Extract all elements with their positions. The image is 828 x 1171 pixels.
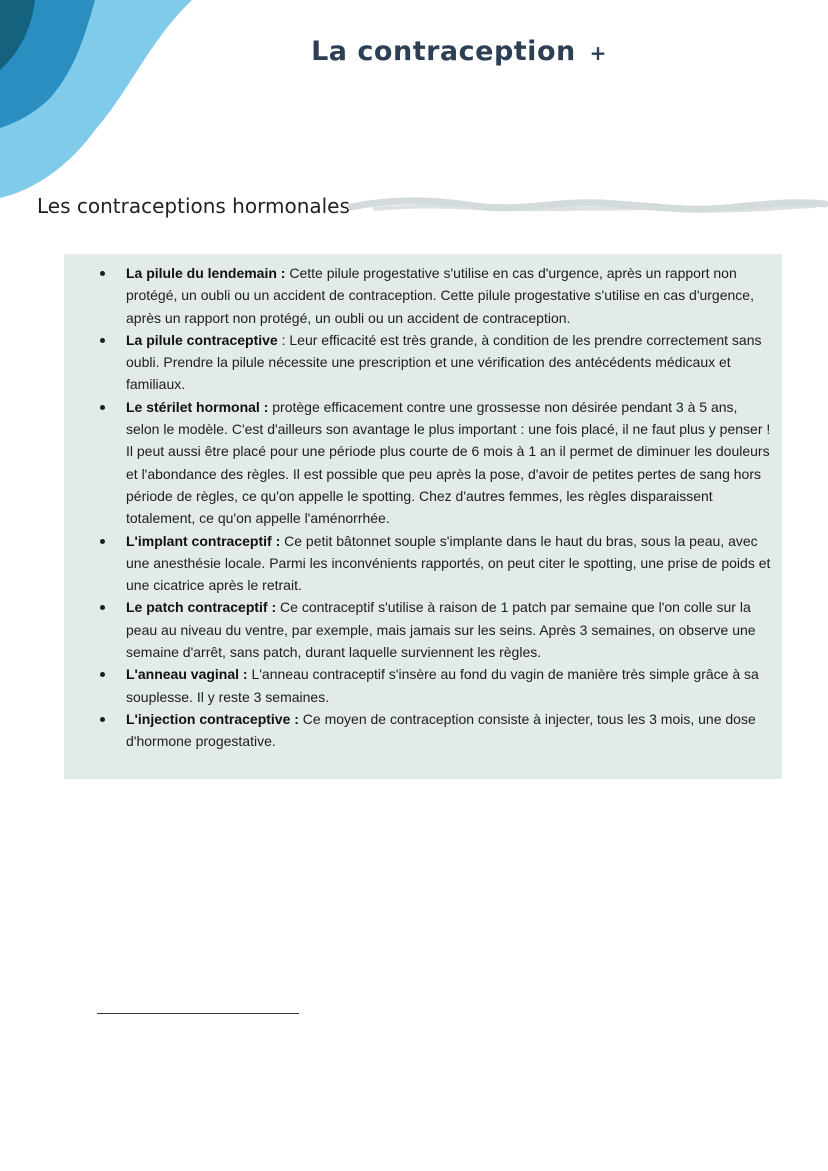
method-name: Le stérilet hormonal : [126,398,269,415]
footer-divider [97,1013,299,1014]
method-description: protège efficacement contre une grossesse non désirée pendant 3 à 5 ans, selon le modèle. C'est d'ailleurs son avantage le plus important : une fois placé, il ne faut plus y penser ! Il peut aussi être placé pour une période plus courte de 6 mois à 1 an il permet de diminuer les douleurs et l'abondance des règles. Il est possible que peu après la pose, d'avoir de petites pertes de sang hors période de règles, ce qu'on appelle le spotting. Chez d'autres femmes, les règles disparaissent totalement, ce qu'on appelle l'aménorrhée. [126,398,771,527]
brush-stroke-decoration [345,192,828,218]
method-list [106,262,772,753]
method-description: Cette pilule progestative s'utilise en cas d'urgence, après un rapport non protégé, un oubli ou un accident de contraception. Cette pilule progestative s'utilise en cas d'urgence, après un rapport non protégé, un oubli ou un accident de contraception. [126,265,754,326]
method-description: Ce moyen de contraception consiste à injecter, tous les 3 mois, une dose d'hormone progestative. [126,710,756,750]
method-item [106,596,772,663]
method-item [106,329,772,396]
page-title-text: La contraception [311,36,576,67]
method-name: La pilule contraceptive [126,331,278,348]
content-box [64,254,782,779]
section-heading: Les contraceptions hormonales [37,194,350,218]
method-name: L'implant contraceptif : [126,532,281,549]
method-description: Ce petit bâtonnet souple s'implante dans le haut du bras, sous la peau, avec une anesthésie locale. Parmi les inconvénients rapportés, on peut citer le spotting, une prise de poids et une cicatrice après le retrait. [126,532,771,594]
page-title [0,36,828,67]
method-description: L'anneau contraceptif s'insère au fond du vagin de manière très simple grâce à sa souplesse. Il y reste 3 semaines. [126,666,759,705]
method-item [106,262,772,329]
method-name: La pilule du lendemain : [126,265,286,281]
method-name: Le patch contraceptif : [126,599,277,616]
method-name: L'anneau vaginal : [126,666,248,683]
method-item [106,708,772,753]
method-description: : Leur efficacité est très grande, à condition de les prendre correctement sans oubli. Prendre la pilule nécessite une prescription et une vérification des antécédents médicaux et familiaux. [126,331,762,393]
method-item [106,396,772,530]
corner-wave-decoration [0,0,200,200]
method-description: Ce contraceptif s'utilise à raison de 1 patch par semaine que l'on colle sur la peau au niveau du ventre, par exemple, mais jamais sur les seins. Après 3 semaines, on observe une semaine d'arrêt, sans patch, durant laquelle surviennent les règles. [126,599,756,661]
method-item [106,663,772,708]
method-item [106,530,772,597]
plus-icon: + [589,40,607,65]
method-name: L'injection contraceptive : [126,710,299,727]
